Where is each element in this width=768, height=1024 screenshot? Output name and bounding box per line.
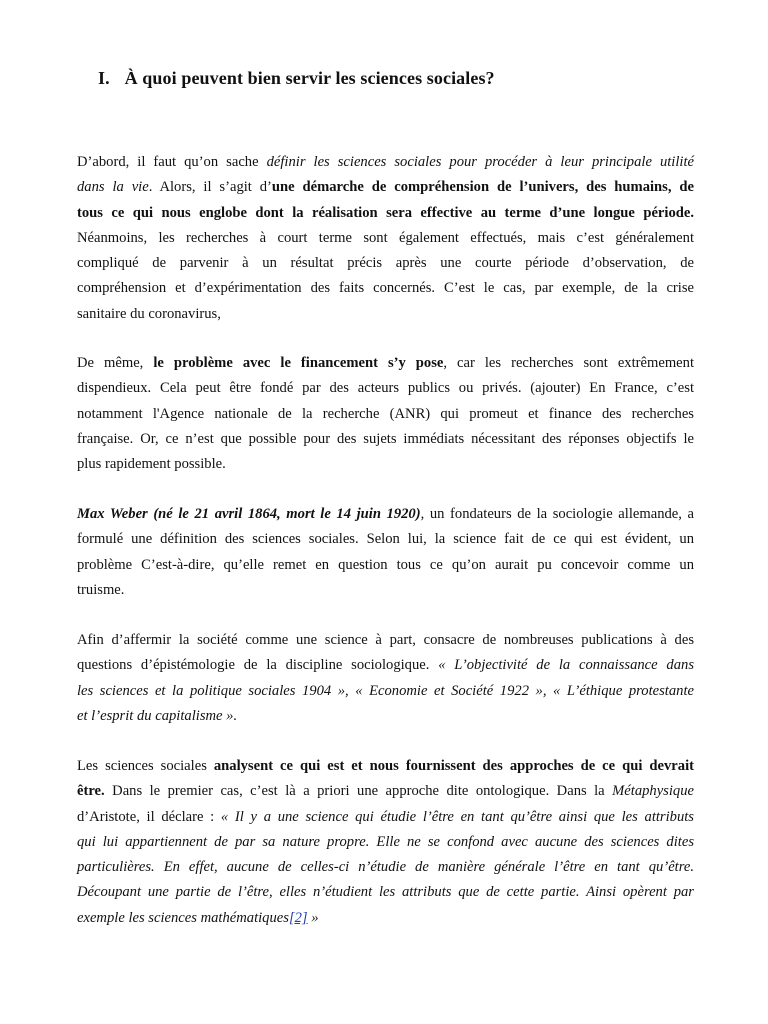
bold-italic-text: Max Weber (né le 21 avril 1864, mort le 14 juin 1920) xyxy=(77,506,421,522)
paragraph-definition xyxy=(77,150,694,327)
italic-text: qui lui appartiennent de par sa nature propre. Elle ne se confond avec aucune des sciences dites xyxy=(77,833,694,850)
text-segment: problème C’est-à-dire, qu’elle remet en question tous ce qu’on aurait pu concevoir comme un xyxy=(77,556,694,573)
italic-text: les sciences et la politique sociales 1904 », « Economie et Société 1922 », « L’éthique protestante xyxy=(77,682,694,699)
text-line xyxy=(77,376,694,401)
text-segment: compréhension et d’expérimentation des faits concernés. C’est le cas, par exemple, de la crise xyxy=(77,280,694,297)
text-line xyxy=(77,226,694,251)
text-segment: Aristote, il déclare : xyxy=(89,808,221,825)
italic-text: « L’objectivité de la connaissance dans xyxy=(438,657,694,674)
text-segment: dispendieux. Cela peut être fondé par des acteurs publics ou privés. (ajouter) En France, c’est xyxy=(77,380,694,397)
section-heading xyxy=(98,68,495,89)
text-segment: formulé une définition des sciences sociales. Selon lui, la science fait de ce qui est évident, un xyxy=(77,531,694,548)
footnote-link[interactable]: [2] xyxy=(288,909,308,926)
section-title: À quoi peuvent bien servir les sciences sociales? xyxy=(124,68,495,88)
text-line xyxy=(77,502,694,527)
text-line xyxy=(77,527,694,552)
italic-text: Découpant une partie de l’être, elles n’étudient les attributs que de cette partie. Ainsi opèrent par xyxy=(77,884,694,901)
text-line xyxy=(77,351,694,376)
italic-text: particulières. En effet, aucune de celles-ci n’étudie de manière générale l’être en tant qu’être. xyxy=(77,859,694,876)
italic-text: Métaphysique xyxy=(612,783,694,800)
text-line xyxy=(77,805,694,830)
paragraph-max-weber xyxy=(77,502,694,603)
text-line xyxy=(77,578,694,603)
bold-text: une démarche de compréhension de l’univers, des humains, de xyxy=(271,179,694,196)
italic-text: » xyxy=(307,909,319,926)
text-segment: , un fondateurs de la sociologie allemande, a xyxy=(420,506,695,522)
paragraph-publications xyxy=(77,628,694,729)
text-segment: sanitaire du coronavirus, xyxy=(77,305,221,322)
paragraph-financement xyxy=(77,351,694,477)
italic-text: et l’esprit du capitalisme ». xyxy=(77,707,238,724)
text-line xyxy=(77,201,694,226)
text-line xyxy=(77,427,694,452)
italic-text: définir les sciences sociales pour procéder à leur principale utilité xyxy=(266,154,694,170)
text-line xyxy=(77,276,694,301)
text-segment: française. Or, ce n’est que possible pour des sujets immédiats nécessitant des réponses objectifs le xyxy=(77,430,694,447)
text-line xyxy=(77,679,694,704)
text-line xyxy=(77,754,694,779)
text-line xyxy=(77,175,694,200)
text-segment: notamment l'Agence nationale de la recherche (ANR) qui promeut et finance des recherches xyxy=(77,405,694,422)
text-segment: Dans le premier cas, c’est là a priori une approche dite ontologique. Dans la xyxy=(104,783,613,800)
text-line xyxy=(77,830,694,855)
text-segment: Néanmoins, les recherches à court terme sont également effectués, mais c’est généralement xyxy=(77,229,694,246)
text-segment: , car les recherches sont extrêmement xyxy=(443,355,694,371)
text-line xyxy=(77,452,694,477)
text-line xyxy=(77,402,694,427)
text-segment: . Alors, il s’agit d’ xyxy=(148,179,272,196)
section-number: I. xyxy=(98,68,110,88)
text-line xyxy=(77,251,694,276)
text-segment: plus rapidement possible. xyxy=(77,456,226,473)
text-line xyxy=(77,906,694,931)
text-segment: d’ xyxy=(77,808,90,825)
text-segment: D’abord, il faut qu’on sache xyxy=(77,154,267,170)
text-line xyxy=(77,880,694,905)
text-line xyxy=(77,779,694,804)
text-line xyxy=(77,653,694,678)
text-segment: truisme. xyxy=(77,581,125,598)
text-segment: compliqué de parvenir à un résultat précis après une courte période d’observation, de xyxy=(77,255,694,272)
italic-text: dans la vie xyxy=(77,179,149,196)
text-line xyxy=(77,855,694,880)
italic-text: « Il y a une science qui étudie l’être en tant qu’être ainsi que les attributs xyxy=(220,808,694,825)
text-line xyxy=(77,553,694,578)
text-line xyxy=(77,150,694,175)
italic-text: exemple les sciences mathématiques xyxy=(77,909,289,926)
text-line xyxy=(77,704,694,729)
text-line xyxy=(77,628,694,653)
text-segment: questions d’épistémologie de la discipline sociologique. xyxy=(77,657,439,674)
bold-text: analysent ce qui est et nous fournissent des approches de ce qui devrait xyxy=(213,758,694,774)
text-segment: Les sciences sociales xyxy=(77,758,214,774)
text-line xyxy=(77,302,694,327)
text-segment: Afin d’affermir la société comme une science à part, consacre de nombreuses publications à des xyxy=(77,632,694,648)
bold-text: tous ce qui nous englobe dont la réalisation sera effective au terme d’une longue période. xyxy=(77,204,694,221)
bold-text: être. xyxy=(77,783,105,800)
paragraph-aristote xyxy=(77,754,694,931)
text-segment: De même, xyxy=(77,355,154,371)
bold-text: le problème avec le financement s’y pose xyxy=(153,355,444,371)
